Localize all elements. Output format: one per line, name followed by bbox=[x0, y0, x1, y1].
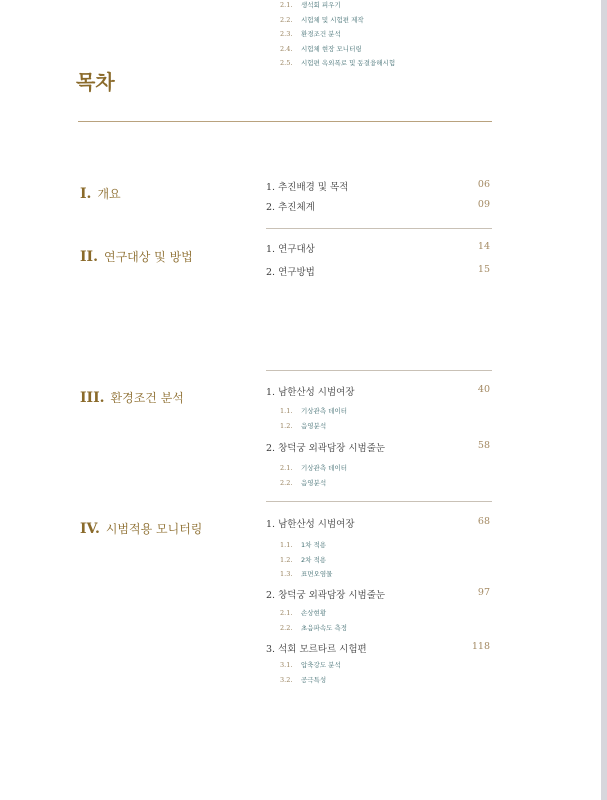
section-divider bbox=[266, 228, 492, 229]
toc-subentry[interactable] bbox=[280, 0, 341, 9]
toc-entry-label: 3. 석회 모르타르 시험편 bbox=[266, 644, 367, 655]
toc-subentry-label: 압축강도 분석 bbox=[301, 661, 341, 669]
toc-subentry-label: 초음파속도 측정 bbox=[301, 623, 348, 632]
chapter-title: 시범적용 모니터링 bbox=[105, 522, 203, 536]
toc-subentry[interactable] bbox=[280, 478, 326, 487]
toc-entry-label: 2. 추진체계 bbox=[266, 202, 315, 213]
chapter-title: 연구대상 및 방법 bbox=[103, 250, 193, 264]
toc-entry-label: 1. 남한산성 시범여장 bbox=[266, 519, 355, 530]
toc-subentry-number: 1.1. bbox=[280, 541, 293, 549]
chapter-heading bbox=[80, 185, 121, 202]
toc-subentry-number: 2.1. bbox=[280, 609, 293, 617]
toc-subentry-label: 생석회 피우기 bbox=[301, 1, 341, 9]
chapter-heading bbox=[80, 248, 193, 265]
toc-subentry-label: 기상관측 데이터 bbox=[301, 407, 348, 415]
toc-subentry-label: 2차 적용 bbox=[301, 555, 327, 564]
toc-subentry[interactable] bbox=[280, 58, 395, 67]
toc-page-number: 118 bbox=[471, 641, 490, 652]
toc-entry-label: 1. 연구대상 bbox=[266, 244, 315, 255]
toc-subentry[interactable] bbox=[280, 675, 326, 684]
toc-subentry-number: 2.1. bbox=[280, 1, 293, 9]
toc-subentry[interactable] bbox=[280, 569, 332, 578]
toc-subentry-number: 3.2. bbox=[280, 675, 293, 684]
toc-entry[interactable] bbox=[266, 440, 492, 454]
toc-entry[interactable] bbox=[266, 587, 492, 601]
toc-subentry[interactable] bbox=[280, 555, 326, 564]
toc-page-number: 58 bbox=[477, 440, 490, 451]
toc-subentry[interactable] bbox=[280, 44, 362, 53]
toc-subentry-label: 시험체 및 시험편 제작 bbox=[301, 15, 364, 24]
toc-page-number: 15 bbox=[477, 264, 490, 275]
toc-subentry-label: 기상관측 데이터 bbox=[301, 464, 348, 472]
toc-subentry-number: 3.1. bbox=[280, 661, 293, 669]
chapter-number: II. bbox=[80, 249, 98, 265]
toc-page-number: 97 bbox=[477, 587, 490, 598]
toc-page-number: 09 bbox=[477, 199, 490, 210]
toc-subentry[interactable] bbox=[280, 608, 326, 617]
toc-subentry-number: 1.3. bbox=[280, 570, 293, 578]
chapter-heading bbox=[80, 389, 184, 406]
toc-page-number: 06 bbox=[477, 179, 490, 190]
toc-subentry-label: 환경조건 분석 bbox=[301, 30, 341, 38]
toc-subentry-number: 2.2. bbox=[280, 623, 293, 632]
toc-subentry-number: 2.4. bbox=[280, 44, 293, 53]
toc-subentry-number: 2.5. bbox=[280, 59, 293, 67]
toc-subentry-number: 1.2. bbox=[280, 421, 293, 430]
toc-entry[interactable] bbox=[266, 516, 492, 530]
page-title: 목차 bbox=[76, 70, 115, 94]
toc-entry-label: 1. 추진배경 및 목적 bbox=[266, 182, 349, 193]
chapter-number: I. bbox=[80, 186, 92, 202]
toc-entry[interactable] bbox=[266, 179, 492, 193]
toc-entry[interactable] bbox=[266, 384, 492, 398]
toc-subentry-label: 시험편 옥외폭로 및 동결융해시험 bbox=[301, 59, 396, 67]
toc-subentry[interactable] bbox=[280, 660, 341, 669]
chapter-number: IV. bbox=[80, 521, 100, 537]
toc-subentry-number: 2.2. bbox=[280, 478, 293, 487]
toc-page-number: 14 bbox=[477, 241, 490, 252]
toc-entry-label: 2. 연구방법 bbox=[266, 267, 315, 278]
toc-subentry[interactable] bbox=[280, 623, 347, 632]
toc-subentry-number: 2.3. bbox=[280, 30, 293, 38]
chapter-title: 개요 bbox=[97, 187, 121, 201]
toc-subentry[interactable] bbox=[280, 463, 347, 472]
page-edge bbox=[601, 0, 607, 800]
toc-subentry-label: 음영분석 bbox=[301, 421, 327, 430]
toc-subentry-label: 시험체 현장 모니터링 bbox=[301, 44, 362, 53]
toc-subentry-label: 표면오염물 bbox=[301, 570, 333, 578]
chapter-number: III. bbox=[80, 390, 105, 406]
toc-subentry[interactable] bbox=[280, 406, 347, 415]
section-divider bbox=[266, 370, 492, 371]
toc-subentry-label: 공극특성 bbox=[301, 675, 327, 684]
toc-entry[interactable] bbox=[266, 641, 492, 655]
toc-subentry-label: 음영분석 bbox=[301, 478, 327, 487]
toc-subentry[interactable] bbox=[280, 29, 341, 38]
title-rule bbox=[78, 121, 492, 122]
toc-page-number: 40 bbox=[477, 384, 490, 395]
toc-entry-label: 2. 창덕궁 외곽담장 시범줄눈 bbox=[266, 590, 386, 601]
toc-page-number: 68 bbox=[477, 516, 490, 527]
toc-entry[interactable] bbox=[266, 241, 492, 255]
toc-entry-label: 2. 창덕궁 외곽담장 시범줄눈 bbox=[266, 443, 386, 454]
toc-subentry[interactable] bbox=[280, 15, 364, 24]
toc-subentry-number: 2.1. bbox=[280, 464, 293, 472]
toc-subentry[interactable] bbox=[280, 421, 326, 430]
toc-subentry-label: 손상현황 bbox=[301, 609, 327, 617]
chapter-title: 환경조건 분석 bbox=[110, 391, 184, 405]
toc-subentry-label: 1차 적용 bbox=[301, 541, 327, 549]
toc-subentry-number: 2.2. bbox=[280, 15, 293, 24]
toc-subentry-number: 1.2. bbox=[280, 555, 293, 564]
toc-entry-label: 1. 남한산성 시범여장 bbox=[266, 387, 355, 398]
toc-subentry-number: 1.1. bbox=[280, 407, 293, 415]
toc-entry[interactable] bbox=[266, 199, 492, 213]
section-divider bbox=[266, 501, 492, 502]
toc-subentry[interactable] bbox=[280, 540, 326, 549]
toc-entry[interactable] bbox=[266, 264, 492, 278]
chapter-heading bbox=[80, 520, 202, 537]
